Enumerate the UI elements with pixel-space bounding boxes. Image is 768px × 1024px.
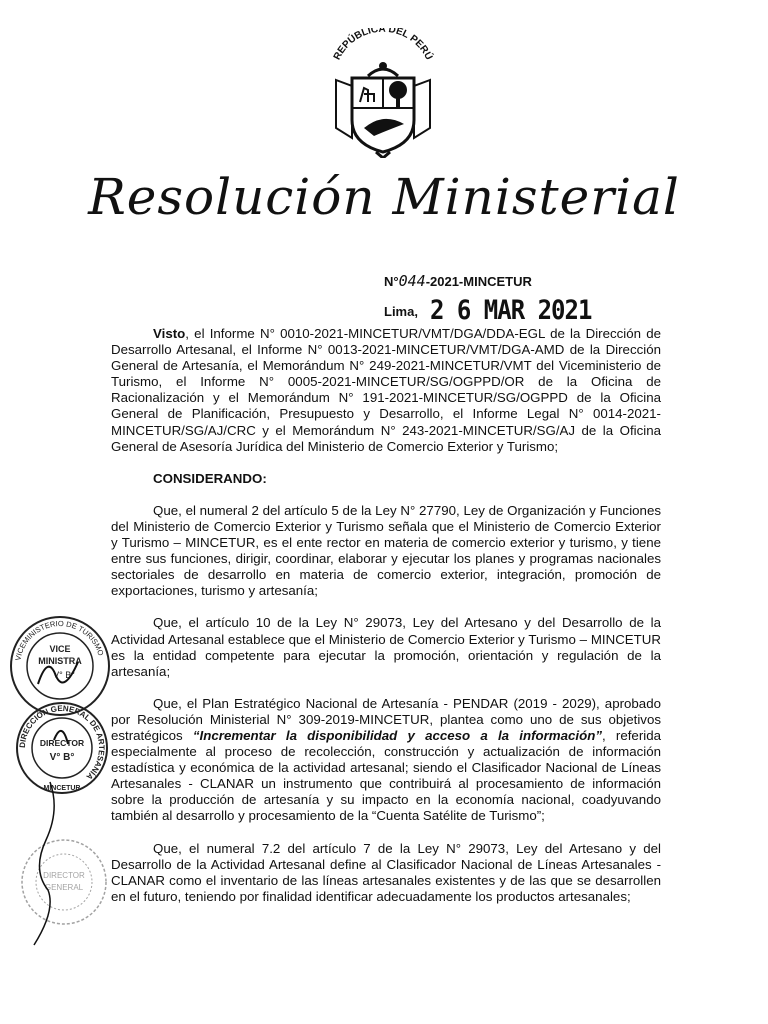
resolution-handwritten-number: 044 xyxy=(398,272,426,290)
paragraph-3-quote: “Incrementar la disponibilidad y acceso a la información” xyxy=(192,727,603,743)
resolution-suffix: -2021-MINCETUR xyxy=(425,274,532,289)
coat-of-arms-seal xyxy=(318,28,448,158)
svg-text:REPÚBLICA DEL PERÚ xyxy=(332,28,436,62)
dga-ring-text: DIRECCIÓN GENERAL DE ARTESANÍA xyxy=(17,703,107,782)
resolution-prefix: N° xyxy=(384,274,399,289)
coat-of-arms-icon xyxy=(318,28,448,158)
third-center-2: GENERAL xyxy=(44,883,84,892)
document-body xyxy=(111,326,661,921)
visto-text: , el Informe N° 0010-2021-MINCETUR/VMT/DGA/DDA-EGL de la Dirección de Desarrollo Artesanal, el Informe N° 0013-2021-MINCETUR/VMT/DGA-AMD de la Dirección General de Artesanía, el Memorándum N° 249-2021-MINCETUR/VMT del Viceministerio de Turismo, el Informe N° 0005-2021-MINCETUR/SG/OGPPD/OR de la Oficina de Racionalización y el Memorándum N° 191-2021-MINCETUR/SG/OGPPD de la Oficina General de Planificación, Presupuesto y Desarrollo, el Informe Legal N° 0014-2021-MINCETUR/SG/AJ/CRC y el Memorándum N° 243-2021-MINCETUR/SG/AJ de la Oficina General de Asesoría Jurídica del Ministerio de Comercio Exterior y Turismo; xyxy=(111,326,661,454)
paragraph-3-end: , referida especialmente al proceso de recolección, construcción y actualización de información estadística y económica de la actividad artesanal; siendo el Clasificador Nacional de Líneas Artesanales - CLANAR un instrumento que contribuirá al procesamiento de información sobre la producción de artesanía y su impacto en la economía nacional, coadyuvando también al desarrollo y procesamiento de la “Cuenta Satélite de Turismo”; xyxy=(111,727,661,824)
dga-bottom: MINCETUR xyxy=(43,785,81,792)
paragraph-3-start: Que, el Plan Estratégico Nacional de Artesanía - PENDAR (2019 - 2029), aprobado por Resolución Ministerial N° 309-2019-MINCETUR, plantea como uno de sus objetivos estratégicos xyxy=(111,695,661,743)
third-center-1: DIRECTOR xyxy=(43,871,85,880)
resolution-number xyxy=(384,272,532,290)
vice-vb: V° B° xyxy=(53,670,75,680)
considerando-heading: CONSIDERANDO: xyxy=(153,470,267,486)
date-stamp: 2 6 MAR 2021 xyxy=(430,294,592,326)
paragraph-4: Que, el numeral 7.2 del artículo 7 de la Ley N° 29073, Ley del Artesano y del Desarrollo de la Actividad Artesanal define al Clasificador Nacional de Líneas Artesanales - CLANAR como el inventario de las líneas artesanales existentes y de las que se desarrollen en el futuro, teniendo por finalidad identificar adecuadamente los productos artesanales; xyxy=(111,840,661,904)
paragraph-3 xyxy=(111,696,661,825)
vice-center-2: MINISTRA xyxy=(38,656,82,666)
dga-center: DIRECTOR xyxy=(39,738,85,748)
vice-ring-text: VICEMINISTERIO DE TURISMO xyxy=(13,618,106,662)
place-label: Lima, xyxy=(384,304,418,319)
document-title: Resolución Ministerial xyxy=(88,168,680,226)
paragraph-1: Que, el numeral 2 del artículo 5 de la Ley N° 27790, Ley de Organización y Funciones del Ministerio de Comercio Exterior y Turismo señala que el Ministerio de Comercio Exterior y Turismo – MINCETUR, es el ente rector en materia de comercio exterior y turismo, y tiene entre sus funciones, dirigir, coordinar, elaborar y ejecutar los planes y programas nacionales sectoriales de desarrollo en materia de comercio exterior, integración, promoción de exportaciones, turismo y artesanía; xyxy=(111,502,661,599)
signature-stroke xyxy=(20,780,70,950)
seal-caption: REPÚBLICA DEL PERÚ xyxy=(331,28,435,62)
vice-center-1: VICE xyxy=(49,644,71,654)
visto-paragraph xyxy=(111,326,661,455)
dga-vb: V° B° xyxy=(49,752,75,763)
paragraph-2: Que, el artículo 10 de la Ley N° 29073, Ley del Artesano y del Desarrollo de la Actividad Artesanal establece que el Ministerio de Comercio Exterior y Turismo – MINCETUR es la entidad competente para ejecutar la promoción, orientación y regulación de la artesanía; xyxy=(111,615,661,679)
visto-label: Visto xyxy=(153,326,186,341)
